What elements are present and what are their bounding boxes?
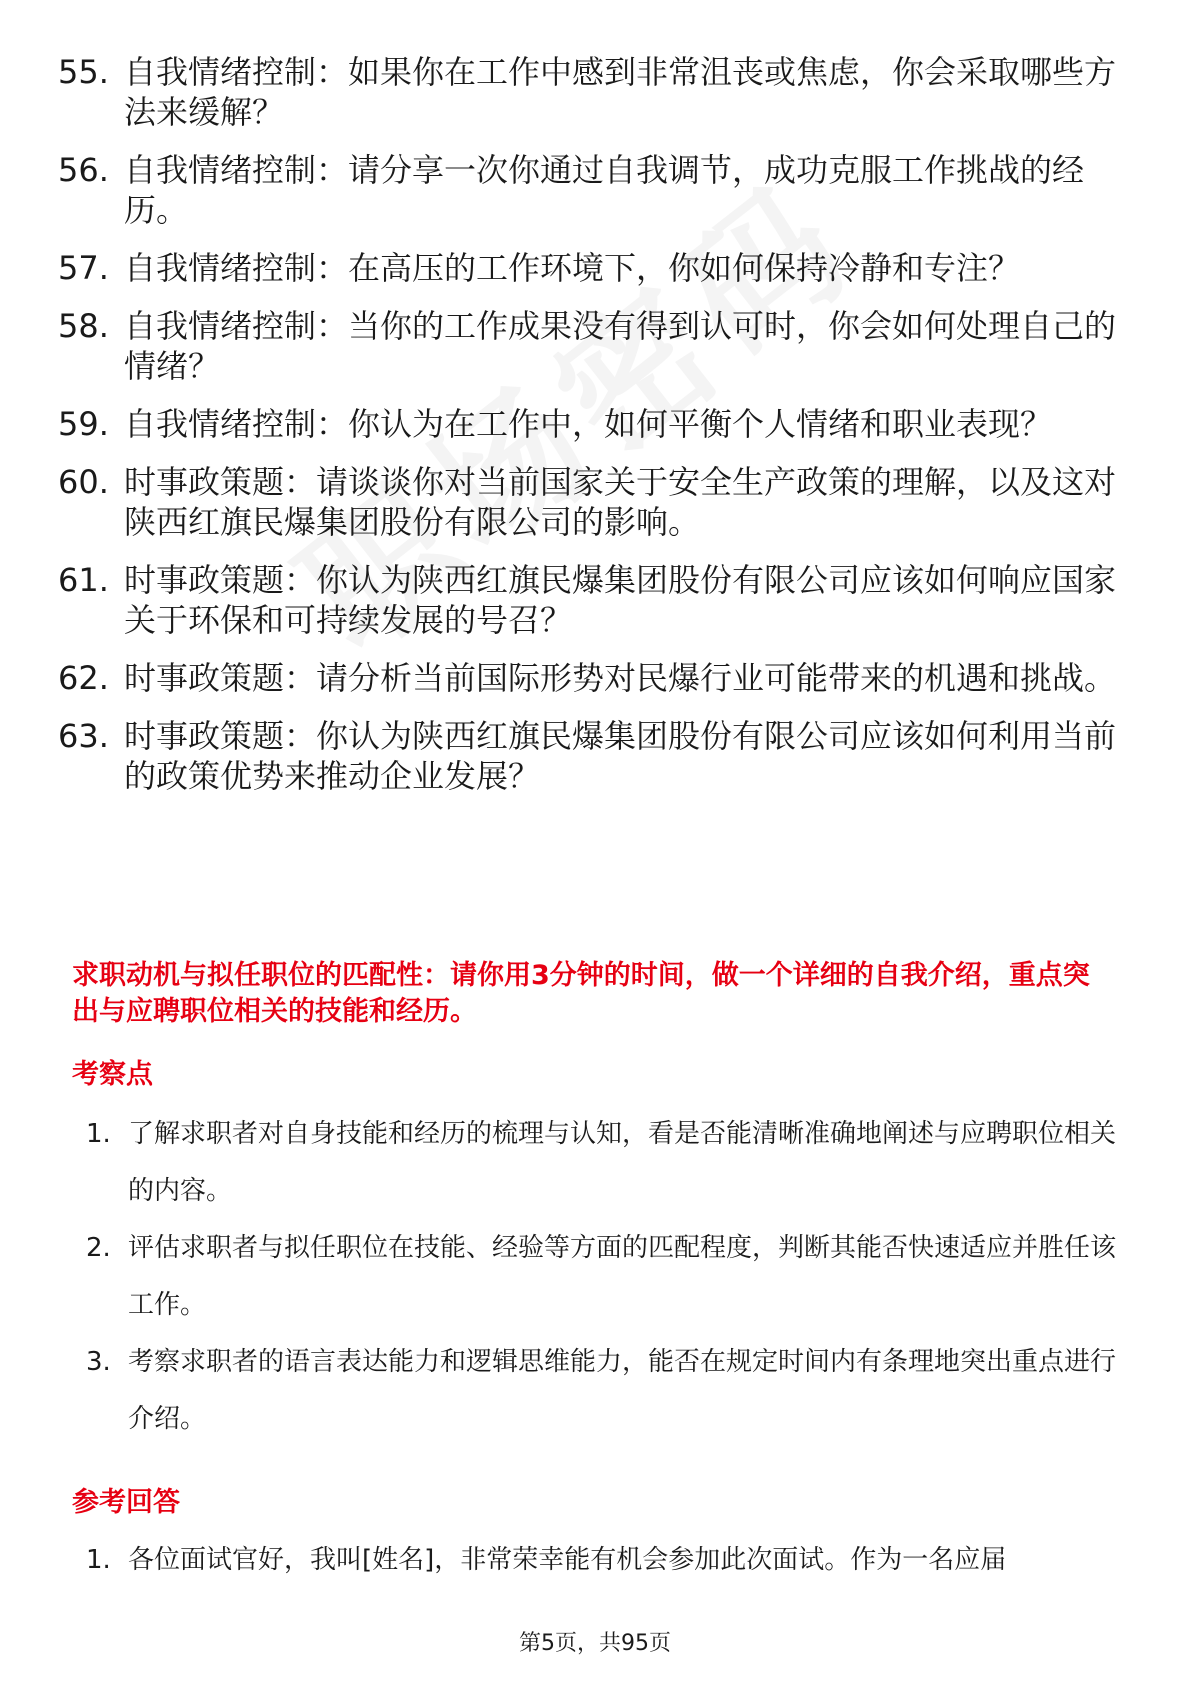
question-number: 56.: [58, 151, 109, 189]
question-number: 59.: [58, 405, 109, 443]
exam-point-text: 了解求职者对自身技能和经历的梳理与认知，看是否能清晰准确地阐述与应聘职位相关的内容。: [128, 1119, 1117, 1206]
question-number: 62.: [58, 659, 109, 697]
question-text: 时事政策题：请分析当前国际形势对民爆行业可能带来的机遇和挑战。: [124, 659, 1117, 697]
exam-point-text: 评估求职者与拟任职位在技能、经验等方面的匹配程度，判断其能否快速适应并胜任该工作。: [128, 1233, 1117, 1320]
question-item: [58, 306, 1128, 386]
question-item: [58, 462, 1128, 542]
question-number: 55.: [58, 53, 109, 91]
question-text: 时事政策题：你认为陕西红旗民爆集团股份有限公司应该如何响应国家关于环保和可持续发展的号召？: [124, 561, 1117, 639]
question-text: 自我情绪控制：当你的工作成果没有得到认可时，你会如何处理自己的情绪？: [124, 307, 1117, 385]
question-item: [58, 716, 1128, 796]
question-number: 58.: [58, 307, 109, 345]
page-footer: 第5页，共95页: [519, 1631, 671, 1656]
reference-answer-list: [86, 1532, 1126, 1589]
reference-answer-item: [86, 1532, 1126, 1589]
question-text: 时事政策题：请谈谈你对当前国家关于安全生产政策的理解，以及这对陕西红旗民爆集团股份有限公司的影响。: [124, 463, 1117, 541]
exam-points-list: [86, 1106, 1126, 1448]
reference-answer-number: 1.: [86, 1545, 111, 1575]
highlight-question: 求职动机与拟任职位的匹配性：请你用3分钟的时间，做一个详细的自我介绍，重点突出与应聘职位相关的技能和经历。: [72, 960, 1090, 1027]
question-text: 自我情绪控制：请分享一次你通过自我调节，成功克服工作挑战的经历。: [124, 151, 1085, 229]
question-number: 61.: [58, 561, 109, 599]
question-item: [58, 52, 1128, 132]
question-text: 自我情绪控制：你认为在工作中，如何平衡个人情绪和职业表现？: [124, 405, 1053, 443]
question-text: 时事政策题：你认为陕西红旗民爆集团股份有限公司应该如何利用当前的政策优势来推动企业发展？: [124, 717, 1117, 795]
question-item: [58, 150, 1128, 230]
exam-point-item: [86, 1334, 1126, 1448]
exam-point-item: [86, 1106, 1126, 1220]
question-list: [58, 52, 1128, 814]
reference-answer-text: 各位面试官好，我叫[姓名]，非常荣幸能有机会参加此次面试。作为一名应届: [128, 1545, 1007, 1575]
question-number: 60.: [58, 463, 109, 501]
question-number: 63.: [58, 717, 109, 755]
question-number: 57.: [58, 249, 109, 287]
question-text: 自我情绪控制：在高压的工作环境下，你如何保持冷静和专注？: [124, 249, 1021, 287]
exam-points-title: 考察点: [72, 1059, 153, 1090]
exam-point-number: 3.: [86, 1347, 111, 1377]
exam-point-number: 2.: [86, 1233, 111, 1263]
reference-answer-title: 参考回答: [72, 1487, 180, 1518]
question-item: [58, 404, 1128, 444]
exam-point-text: 考察求职者的语言表达能力和逻辑思维能力，能否在规定时间内有条理地突出重点进行介绍。: [128, 1347, 1117, 1434]
question-item: [58, 658, 1128, 698]
exam-point-number: 1.: [86, 1119, 111, 1149]
question-item: [58, 248, 1128, 288]
exam-point-item: [86, 1220, 1126, 1334]
question-text: 自我情绪控制：如果你在工作中感到非常沮丧或焦虑，你会采取哪些方法来缓解？: [124, 53, 1117, 131]
question-item: [58, 560, 1128, 640]
